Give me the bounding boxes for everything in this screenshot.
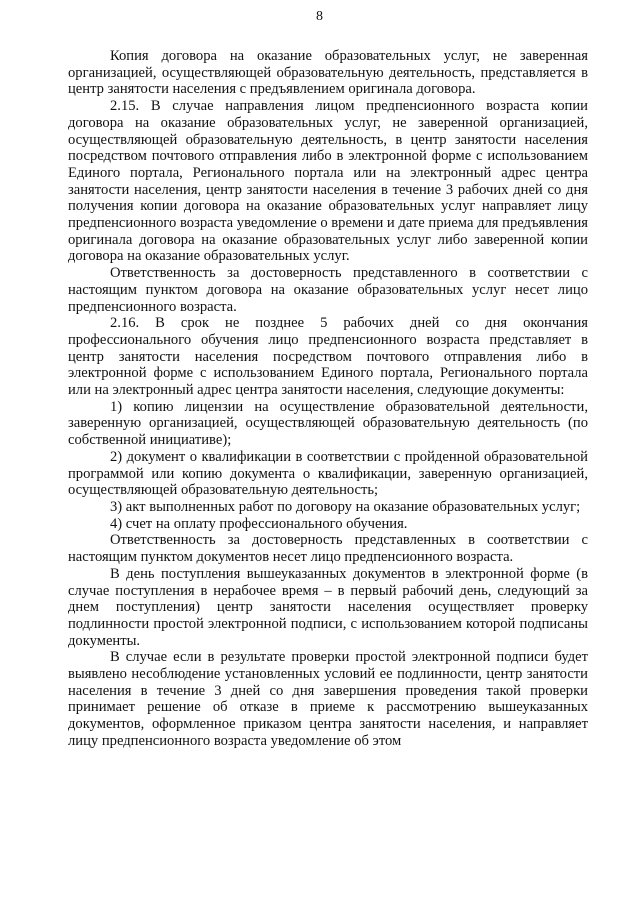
document-body <box>68 48 588 750</box>
paragraph-2-15: 2.15. В случае направления лицом предпенсионного возраста копии договора на оказание образовательных услуг, не заверенной организацией, осуществляющей образовательную деятельность, в центр занятости населения посредством почтового отправления либо в электронной форме с использованием Единого портала, Регионального портала или на электронный адрес центра занятости населения, центр занятости населения в течение 3 рабочих дней со дня получения копии договора на оказание образовательных услуг направляет лицу предпенсионного возраста уведомление о времени и дате приема для предъявления оригинала договора на оказание образовательных услуг либо заверенной копии договора на оказание образовательных услуг. <box>68 98 589 265</box>
list-item-invoice: 4) счет на оплату профессионального обучения. <box>110 515 408 532</box>
page-number: 8 <box>316 9 323 24</box>
list-item-work-act: 3) акт выполненных работ по договору на оказание образовательных услуг; <box>110 498 581 515</box>
paragraph-signature-check: В день поступления вышеуказанных документов в электронной форме (в случае поступления в нерабочее время – в первый рабочий день, следующий за днем поступления) центр занятости населения осуществляет проверку подлинности простой электронной подписи, с использованием которой подписаны документы. <box>68 565 588 649</box>
paragraph-copy-contract: Копия договора на оказание образовательных услуг, не заверенная организацией, осуществляющей образовательную деятельность, представляется в центр занятости населения с предъявлением оригинала договора. <box>68 48 588 98</box>
list-item-qualification-document: 2) документ о квалификации в соответствии с пройденной образовательной программой или копию документа о квалификации, заверенную организацией, осуществляющей образовательную деятельность; <box>68 448 588 499</box>
list-item-license-copy: 1) копию лицензии на осуществление образовательной деятельности, заверенную организацией, осуществляющей образовательную деятельность (по собственной инициативе); <box>68 398 588 449</box>
paragraph-refusal: В случае если в результате проверки простой электронной подписи будет выявлено несоблюдение установленных условий ее подлинности, центр занятости населения в течение 3 дней со дня завершения проведения такой проверки принимает решение об отказе в приеме к рассмотрению вышеуказанных документов, оформленное приказом центра занятости населения, и направляет лицу предпенсионного возраста уведомление об этом <box>68 649 588 749</box>
paragraph-2-16: 2.16. В срок не позднее 5 рабочих дней со дня окончания профессионального обучения лицо предпенсионного возраста представляет в центр занятости населения посредством почтового отправления либо в электронной форме с использованием Единого портала, Регионального портала или на электронный адрес центра занятости населения, следующие документы: <box>68 315 588 399</box>
paragraph-responsibility-contract: Ответственность за достоверность представленного в соответствии с настоящим пунктом договора на оказание образовательных услуг несет лицо предпенсионного возраста. <box>68 265 588 315</box>
paragraph-responsibility-documents: Ответственность за достоверность представленных в соответствии с настоящим пунктом документов несет лицо предпенсионного возраста. <box>68 532 588 566</box>
